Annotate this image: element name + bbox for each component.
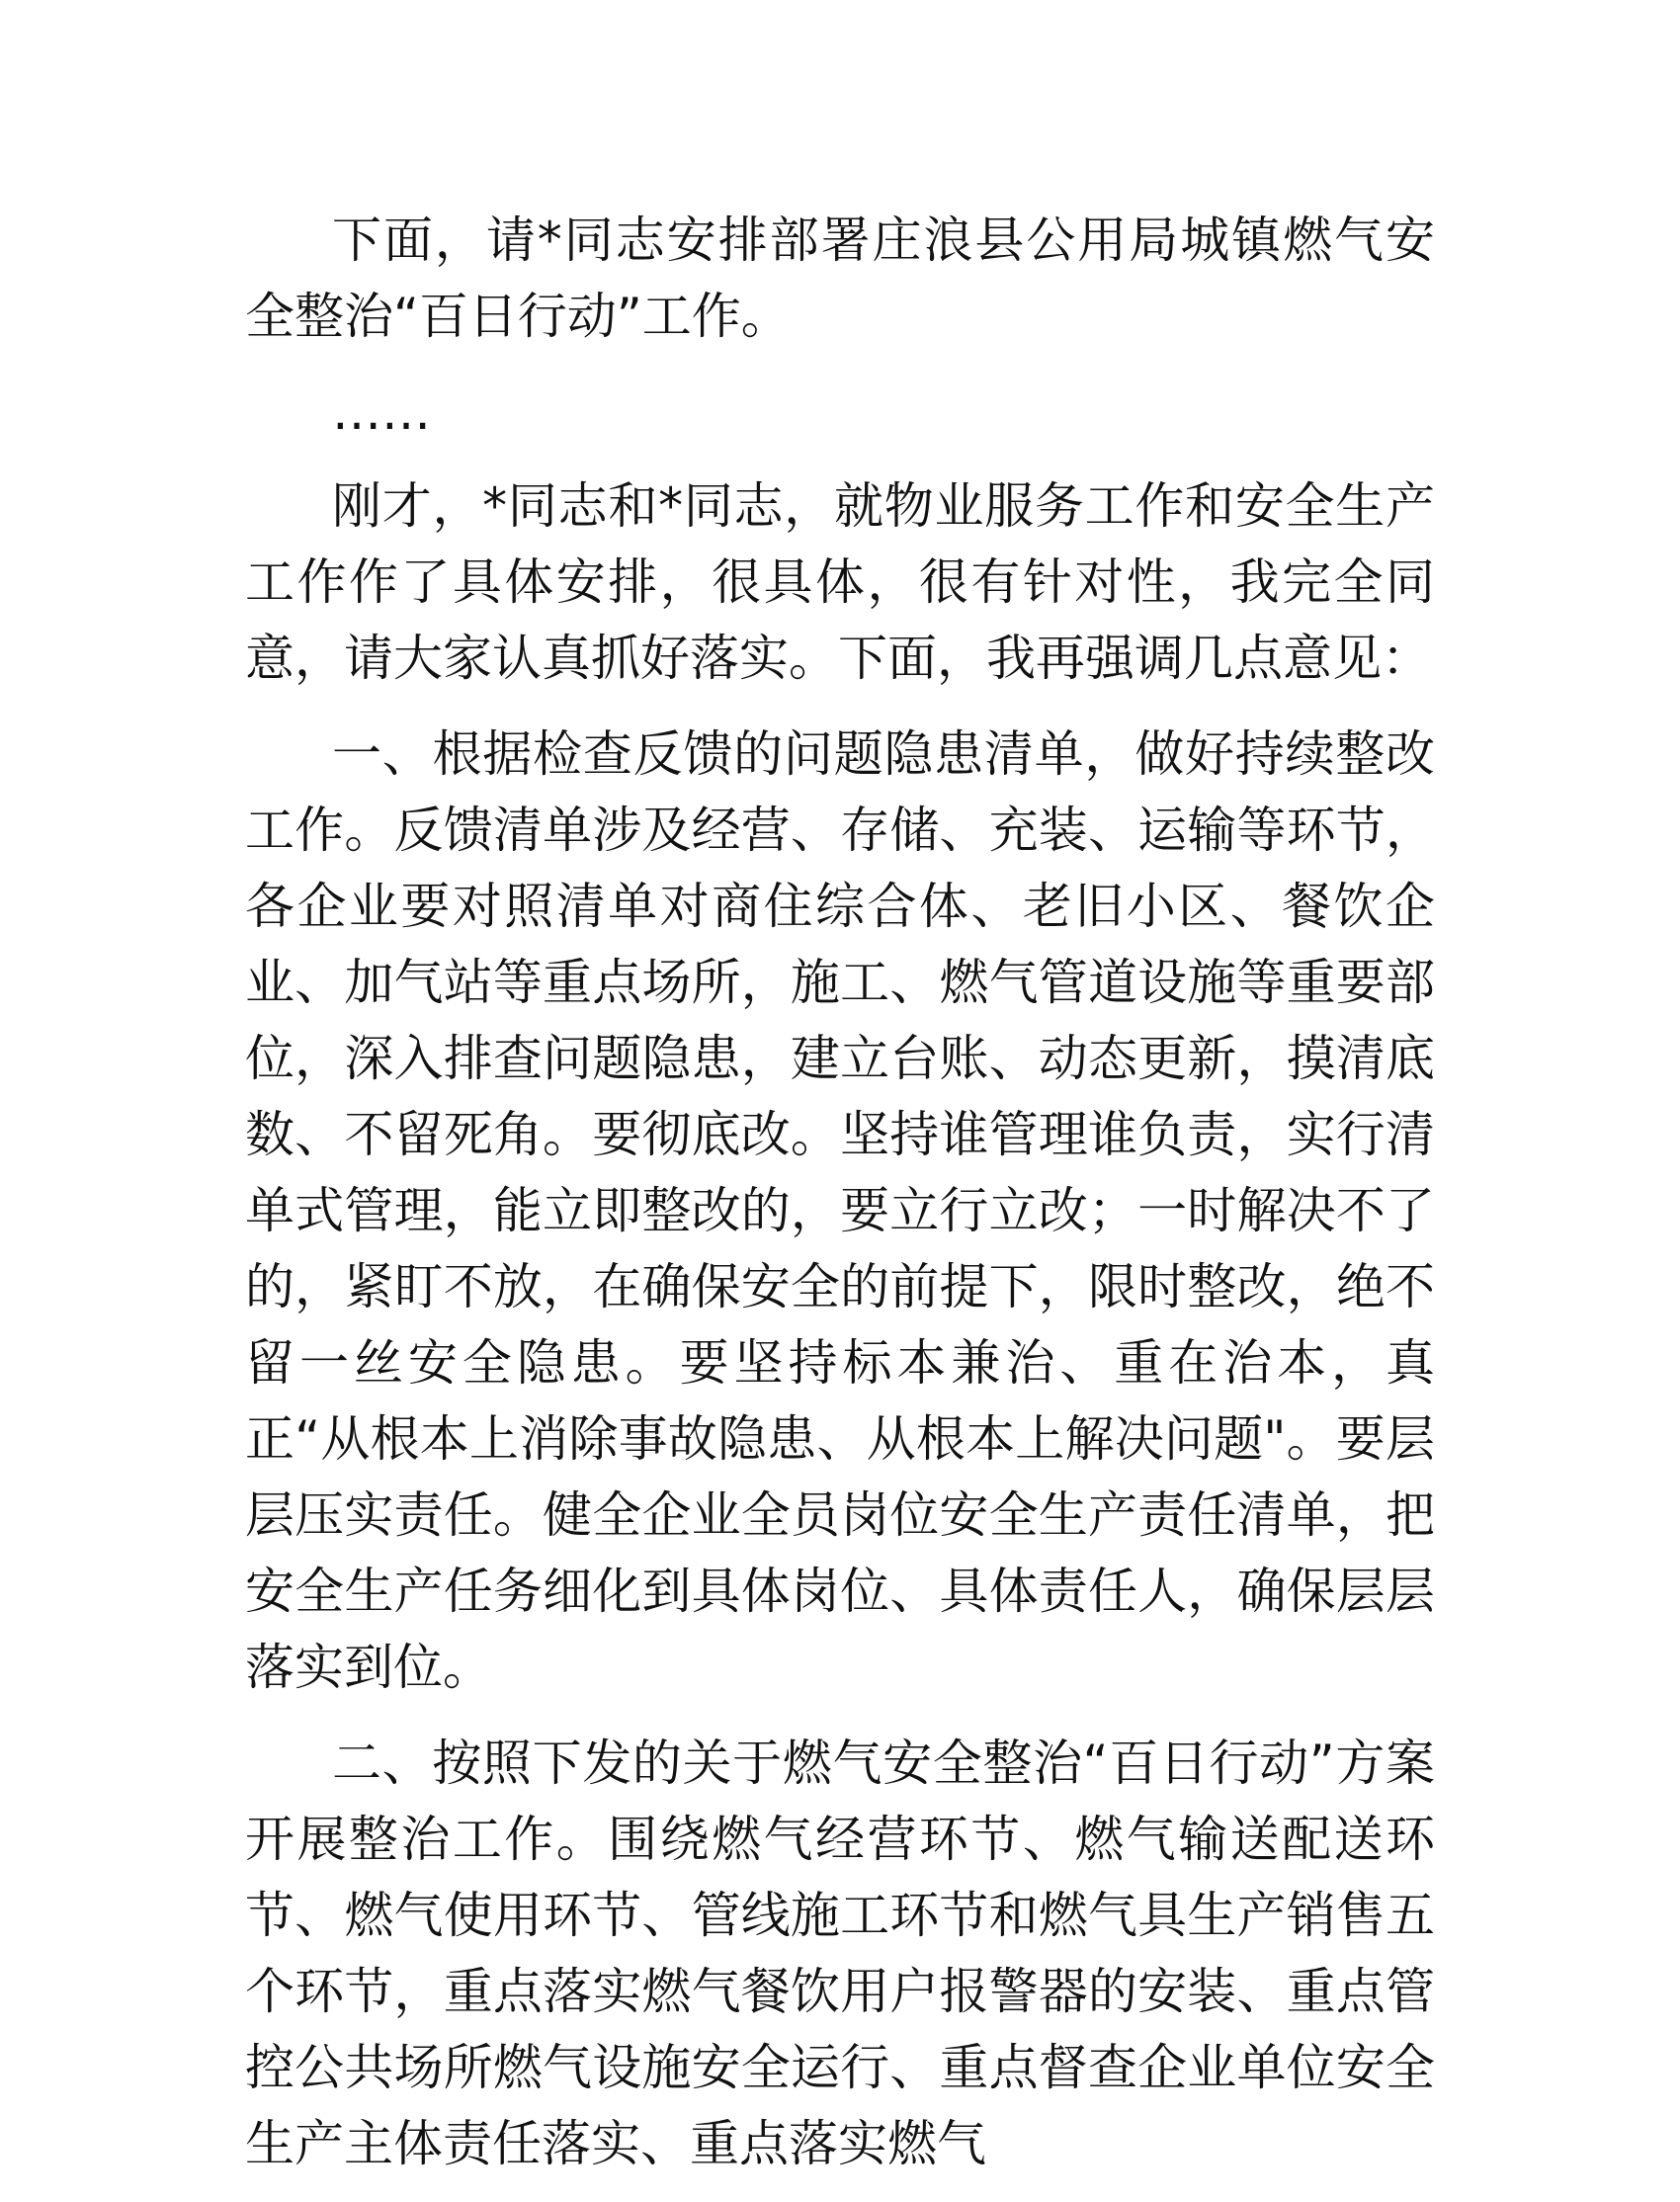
paragraph-point-two: 二、按照下发的关于燃气安全整治“百日行动”方案开展整治工作。围绕燃气经营环节、燃气输送配送环节、燃气使用环节、管线施工环节和燃气具生产销售五个环节，重点落实燃气餐饮用户报警器的安装、重点管控公共场所燃气设施安全运行、重点督查企业单位安全生产主体责任落实、重点落实燃气	[245, 1735, 1435, 2172]
document-page	[245, 203, 1435, 2202]
paragraph-remarks: 刚才，*同志和*同志，就物业服务工作和安全生产工作作了具体安排，很具体，很有针对性，我完全同意，请大家认真抓好落实。下面，我再强调几点意见：	[245, 477, 1435, 687]
paragraph-point-one: 一、根据检查反馈的问题隐患清单，做好持续整改工作。反馈清单涉及经营、存储、充装、运输等环节，各企业要对照清单对商住综合体、老旧小区、餐饮企业、加气站等重点场所，施工、燃气管道设施等重要部位，深入排查问题隐患，建立台账、动态更新，摸清底数、不留死角。要彻底改。坚持谁管理谁负责，实行清单式管理，能立即整改的，要立行立改；一时解决不了的，紧盯不放，在确保安全的前提下，限时整改，绝不留一丝安全隐患。要坚持标本兼治、重在治本，真正“从根本上消除事故隐患、从根本上解决问题"。要层层压实责任。健全企业全员岗位安全生产责任清单，把安全生产任务细化到具体岗位、具体责任人，确保层层落实到位。	[245, 725, 1435, 1696]
paragraph-intro: 下面，请*同志安排部署庄浪县公用局城镇燃气安全整治“百日行动”工作。	[245, 212, 1435, 345]
paragraph-ellipsis: ……	[332, 383, 431, 441]
